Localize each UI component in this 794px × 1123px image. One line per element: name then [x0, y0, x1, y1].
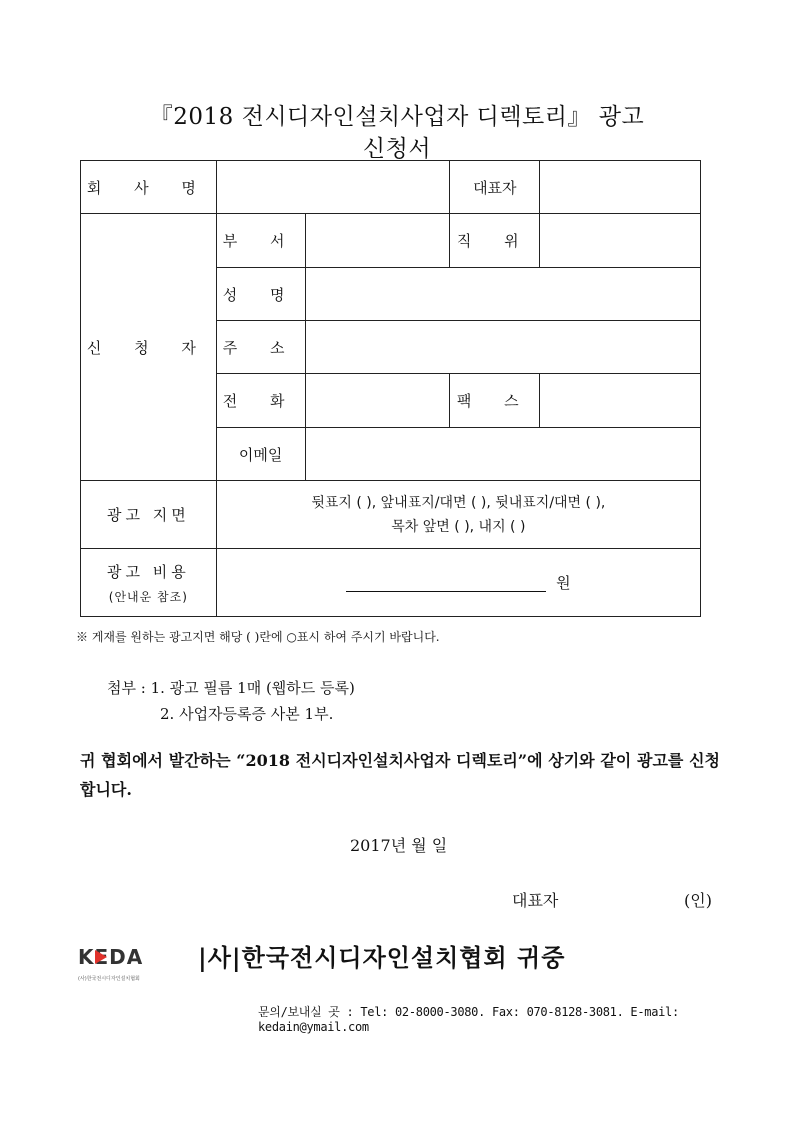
application-form-table — [80, 160, 701, 617]
attachment-line2: 2. 사업자등록증 사본 1부. — [160, 705, 334, 723]
position-label: 직 위 — [450, 214, 540, 268]
ad-cost-input-line[interactable] — [346, 575, 546, 592]
email-label: 이메일 — [216, 428, 305, 481]
department-field[interactable] — [305, 214, 450, 268]
selection-note: ※ 게재를 원하는 광고지면 해당 ( )란에 ○표시 하여 주시기 바랍니다. — [76, 630, 440, 644]
position-field[interactable] — [540, 214, 701, 268]
ad-page-options-line2: 목차 앞면 ( ), 내지 ( ) — [391, 518, 526, 535]
fax-label: 팩 스 — [450, 374, 540, 428]
name-field[interactable] — [305, 268, 700, 321]
form-title-line2: 신청서 — [362, 136, 432, 162]
applicant-label: 신 청 자 — [81, 214, 217, 481]
name-label: 성 명 — [216, 268, 305, 321]
phone-label: 전 화 — [216, 374, 305, 428]
ceo-label: 대표자 — [450, 161, 540, 214]
ceo-field[interactable] — [540, 161, 701, 214]
ad-cost-sublabel: (안내운 참조) — [108, 589, 188, 604]
form-title-line1: 『2018 전시디자인설치사업자 디렉토리』 광고 — [149, 104, 645, 130]
keda-logo-text: KEDA — [78, 945, 144, 969]
contact-info: 문의/보내실 곳 : Tel: 02-8000-3080. Fax: 070-8128-3081. E-mail: kedain@ymail.com — [258, 1005, 679, 1034]
recipient-organization: |사|한국전시디자인설치협회 귀중 — [198, 943, 566, 972]
company-name-label: 회 사 명 — [81, 161, 217, 214]
address-label: 주 소 — [216, 321, 305, 374]
phone-field[interactable] — [305, 374, 450, 428]
ad-cost-field[interactable] — [216, 549, 700, 617]
fax-field[interactable] — [540, 374, 701, 428]
keda-logo-triangle — [95, 950, 107, 964]
date-line: 2017년 월 일 — [350, 836, 448, 855]
currency-unit: 원 — [556, 574, 571, 592]
keda-logo-subtext: (사)한국전시디자인설치협회 — [78, 976, 140, 982]
keda-logo — [78, 945, 150, 985]
address-field[interactable] — [305, 321, 700, 374]
ad-page-options-line1: 뒷표지 ( ), 앞내표지/대면 ( ), 뒷내표지/대면 ( ), — [311, 494, 606, 511]
application-declaration: 귀 협회에서 발간하는 “2018 전시디자인설치사업자 디렉토리”에 상기와 같이 광고를 신청합니다. — [80, 751, 720, 799]
seal-mark: (인) — [684, 891, 712, 910]
email-field[interactable] — [305, 428, 700, 481]
attachment-line1: 첨부 : 1. 광고 필름 1매 (웹하드 등록) — [107, 679, 355, 697]
ad-page-label: 광고 지면 — [81, 481, 217, 549]
department-label: 부 서 — [216, 214, 305, 268]
representative-label: 대표자 — [512, 891, 559, 910]
ad-page-options[interactable] — [216, 481, 700, 549]
ad-cost-label: 광고 비용 (안내운 참조) — [81, 549, 217, 617]
company-name-field[interactable] — [216, 161, 450, 214]
